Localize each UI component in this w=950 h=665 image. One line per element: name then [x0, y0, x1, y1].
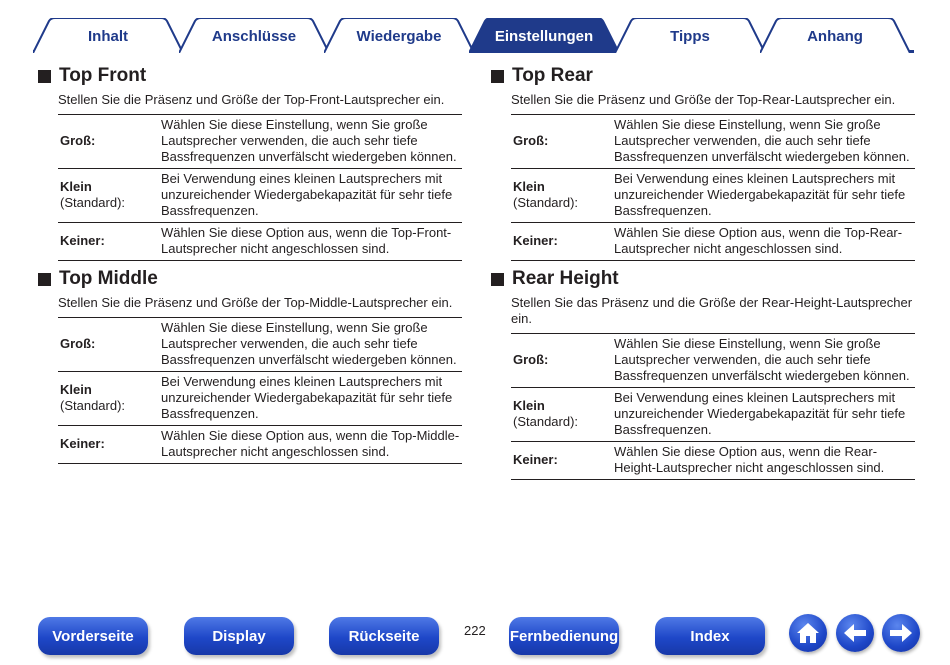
button-label: Rückseite: [348, 627, 420, 645]
tab-anschluesse[interactable]: [179, 18, 329, 53]
option-key: Keiner:: [60, 436, 105, 451]
section-heading: [58, 64, 462, 88]
tab-inhalt[interactable]: [33, 18, 183, 53]
option-key: Keiner:: [513, 233, 558, 248]
tab-anhang[interactable]: [760, 18, 910, 53]
section-title: Rear Height: [512, 268, 619, 289]
options-table: [511, 114, 915, 261]
index-button[interactable]: [655, 617, 765, 655]
tab-label: Inhalt: [88, 28, 128, 45]
button-label: Display: [212, 627, 266, 645]
option-key: Klein (Standard):: [513, 179, 579, 210]
section-heading: [58, 267, 462, 291]
rueckseite-button[interactable]: [329, 617, 439, 655]
table-row: [511, 169, 915, 223]
back-button[interactable]: [836, 614, 874, 652]
section-top-front: [58, 64, 462, 261]
option-key: Klein (Standard):: [513, 398, 579, 429]
section-description: Stellen Sie die Präsenz und Größe der Top-Rear-Lautsprecher ein.: [511, 92, 896, 107]
section-title: Top Front: [59, 65, 147, 86]
home-icon: [794, 619, 822, 647]
option-description: Wählen Sie diese Option aus, wenn die Top-Middle-Lautsprecher nicht angeschlossen sind.: [161, 428, 460, 459]
section-description: Stellen Sie die Präsenz und Größe der Top-Middle-Lautsprecher ein.: [58, 295, 453, 310]
option-key: Groß:: [60, 336, 96, 351]
option-key: Keiner:: [513, 452, 558, 467]
option-description: Wählen Sie diese Option aus, wenn die Rear-Height-Lautsprecher nicht angeschlossen sind.: [614, 444, 885, 475]
option-description: Bei Verwendung eines kleinen Lautsprechers mit unzureichender Wiedergabekapazität für sehr tiefe Bassfrequenzen.: [161, 171, 453, 218]
section-heading: [511, 64, 915, 88]
forward-button[interactable]: [882, 614, 920, 652]
table-row: [511, 115, 915, 169]
home-button[interactable]: [789, 614, 827, 652]
section-top-rear: [511, 64, 915, 261]
section-description: Stellen Sie das Präsenz und die Größe der Rear-Height-Lautsprecher ein.: [511, 295, 913, 326]
table-row: [58, 115, 462, 169]
page-number: 222: [464, 623, 486, 638]
square-bullet-icon: [38, 70, 51, 83]
option-key: Groß:: [60, 133, 96, 148]
tab-label: Anhang: [807, 28, 863, 45]
arrow-right-icon: [887, 619, 915, 647]
table-row: [511, 334, 915, 388]
button-label: Index: [690, 627, 730, 645]
table-row: [58, 372, 462, 426]
tab-bar: [0, 0, 950, 56]
option-description: Bei Verwendung eines kleinen Lautsprechers mit unzureichender Wiedergabekapazität für sehr tiefe Bassfrequenzen.: [161, 374, 453, 421]
option-key: Klein (Standard):: [60, 382, 126, 413]
tab-label: Wiedergabe: [356, 28, 442, 45]
table-row: [58, 169, 462, 223]
option-key: Groß:: [513, 133, 549, 148]
button-label: Fernbedienung: [509, 627, 619, 645]
arrow-left-icon: [841, 619, 869, 647]
table-row: [58, 426, 462, 464]
option-description: Wählen Sie diese Einstellung, wenn Sie große Lautsprecher verwenden, die auch sehr tiefe Bassfrequenzen unverfälscht wiedergeben können.: [161, 320, 457, 367]
option-key: Keiner:: [60, 233, 105, 248]
tab-einstellungen[interactable]: [469, 18, 619, 53]
vorderseite-button[interactable]: [38, 617, 148, 655]
tab-label: Anschlüsse: [211, 28, 297, 45]
fernbedienung-button[interactable]: [509, 617, 619, 655]
tab-wiedergabe[interactable]: [324, 18, 474, 53]
option-key: Groß:: [513, 352, 549, 367]
table-row: [511, 223, 915, 261]
option-description: Wählen Sie diese Option aus, wenn die Top-Rear-Lautsprecher nicht angeschlossen sind.: [614, 225, 903, 256]
option-description: Bei Verwendung eines kleinen Lautsprechers mit unzureichender Wiedergabekapazität für sehr tiefe Bassfrequenzen.: [614, 171, 906, 218]
section-heading: [511, 267, 915, 291]
table-row: [58, 223, 462, 261]
options-table: [58, 317, 462, 464]
option-description: Wählen Sie diese Option aus, wenn die Top-Front-Lautsprecher nicht angeschlossen sind.: [161, 225, 452, 256]
table-row: [58, 318, 462, 372]
square-bullet-icon: [491, 273, 504, 286]
section-top-middle: [58, 267, 462, 464]
tab-label: Einstellungen: [494, 28, 594, 45]
option-key: Klein (Standard):: [60, 179, 126, 210]
option-description: Wählen Sie diese Einstellung, wenn Sie große Lautsprecher verwenden, die auch sehr tiefe Bassfrequenzen unverfälscht wiedergeben können.: [614, 117, 910, 164]
button-label: Vorderseite: [52, 627, 134, 645]
table-row: [511, 442, 915, 480]
tab-tipps[interactable]: [615, 18, 765, 53]
square-bullet-icon: [38, 273, 51, 286]
section-rear-height: [511, 267, 915, 480]
option-description: Wählen Sie diese Einstellung, wenn Sie große Lautsprecher verwenden, die auch sehr tiefe Bassfrequenzen unverfälscht wiedergeben können.: [614, 336, 910, 383]
table-row: [511, 388, 915, 442]
section-title: Top Rear: [512, 65, 593, 86]
option-description: Bei Verwendung eines kleinen Lautsprechers mit unzureichender Wiedergabekapazität für sehr tiefe Bassfrequenzen.: [614, 390, 906, 437]
section-title: Top Middle: [59, 268, 158, 289]
tab-label: Tipps: [670, 28, 710, 45]
square-bullet-icon: [491, 70, 504, 83]
options-table: [511, 333, 915, 480]
option-description: Wählen Sie diese Einstellung, wenn Sie große Lautsprecher verwenden, die auch sehr tiefe Bassfrequenzen unverfälscht wiedergeben können.: [161, 117, 457, 164]
section-description: Stellen Sie die Präsenz und Größe der Top-Front-Lautsprecher ein.: [58, 92, 445, 107]
options-table: [58, 114, 462, 261]
display-button[interactable]: [184, 617, 294, 655]
